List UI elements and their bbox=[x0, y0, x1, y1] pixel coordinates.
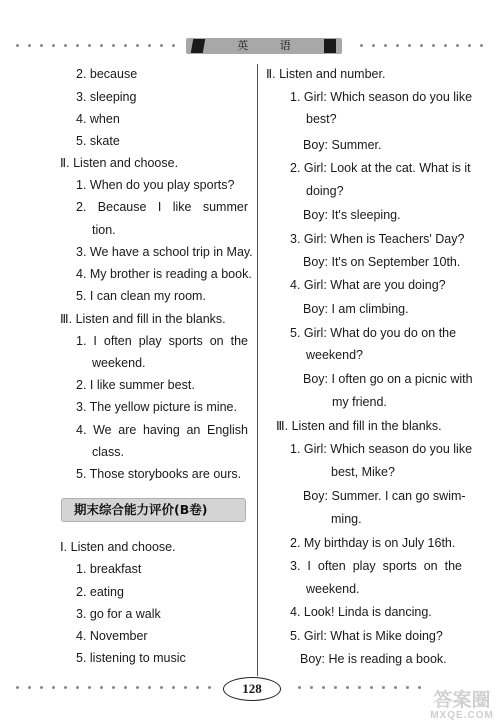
dot bbox=[432, 44, 435, 47]
dot bbox=[394, 686, 397, 689]
right-line: 5. Girl: What do you do on the bbox=[290, 326, 457, 340]
right-line: 3. I often play sports on the bbox=[290, 559, 462, 573]
left-line: 1. I often play sports on the bbox=[76, 334, 248, 348]
right-line: doing? bbox=[306, 184, 344, 198]
dot bbox=[148, 686, 151, 689]
watermark-line2: MXQE.COM bbox=[430, 710, 494, 721]
dot bbox=[100, 44, 103, 47]
left-line: class. bbox=[92, 445, 124, 459]
dot bbox=[40, 686, 43, 689]
dot bbox=[88, 686, 91, 689]
dot bbox=[372, 44, 375, 47]
dot bbox=[136, 44, 139, 47]
dot bbox=[358, 686, 361, 689]
left-line: 2. eating bbox=[76, 585, 124, 599]
right-line: Boy: I often go on a picnic with bbox=[303, 372, 473, 386]
left-line: Ⅱ. Listen and choose. bbox=[60, 156, 179, 170]
dot bbox=[444, 44, 447, 47]
right-line: Boy: He is reading a book. bbox=[300, 652, 447, 666]
dot bbox=[418, 686, 421, 689]
right-line: 4. Look! Linda is dancing. bbox=[290, 605, 432, 619]
section-heading-box bbox=[61, 498, 246, 522]
right-line: 4. Girl: What are you doing? bbox=[290, 278, 446, 292]
dot bbox=[16, 44, 19, 47]
dot bbox=[396, 44, 399, 47]
dot bbox=[52, 686, 55, 689]
dot bbox=[88, 44, 91, 47]
dot bbox=[64, 686, 67, 689]
dot bbox=[456, 44, 459, 47]
dot bbox=[160, 44, 163, 47]
dot bbox=[334, 686, 337, 689]
dot bbox=[136, 686, 139, 689]
left-line: 5. Those storybooks are ours. bbox=[76, 467, 242, 481]
dot bbox=[184, 686, 187, 689]
right-line: ming. bbox=[331, 512, 362, 526]
column-divider bbox=[257, 64, 258, 676]
dot bbox=[310, 686, 313, 689]
left-line: 5. skate bbox=[76, 134, 120, 148]
left-line: 3. sleeping bbox=[76, 90, 137, 104]
dot bbox=[160, 686, 163, 689]
right-line: weekend. bbox=[306, 582, 360, 596]
dot bbox=[480, 44, 483, 47]
dot bbox=[28, 44, 31, 47]
watermark-logo bbox=[426, 690, 498, 724]
right-line: best, Mike? bbox=[331, 465, 395, 479]
left-line: 2. Because I like summer bbox=[76, 200, 248, 214]
header-right-ornament bbox=[324, 39, 336, 53]
left-line: 5. listening to music bbox=[76, 651, 186, 665]
dot bbox=[196, 686, 199, 689]
dot bbox=[40, 44, 43, 47]
page-number-badge bbox=[223, 677, 281, 701]
dot bbox=[408, 44, 411, 47]
left-line: Ⅲ. Listen and fill in the blanks. bbox=[60, 312, 226, 326]
section-heading: 期末综合能力评价(B卷) bbox=[74, 502, 208, 517]
right-line: weekend? bbox=[306, 348, 363, 362]
dot bbox=[346, 686, 349, 689]
dot bbox=[322, 686, 325, 689]
right-line: my friend. bbox=[332, 395, 387, 409]
right-line: 2. Girl: Look at the cat. What is it bbox=[290, 161, 471, 175]
dot bbox=[208, 686, 211, 689]
dot bbox=[124, 686, 127, 689]
dot bbox=[420, 44, 423, 47]
left-line: 3. The yellow picture is mine. bbox=[76, 400, 237, 414]
right-line: Boy: Summer. bbox=[303, 138, 382, 152]
dot bbox=[28, 686, 31, 689]
dot bbox=[360, 44, 363, 47]
right-line: Boy: Summer. I can go swim- bbox=[303, 489, 466, 503]
dot bbox=[382, 686, 385, 689]
left-line: 3. We have a school trip in May. bbox=[76, 245, 253, 259]
left-line: 2. because bbox=[76, 67, 138, 81]
dot bbox=[112, 686, 115, 689]
dot bbox=[148, 44, 151, 47]
left-line: 2. I like summer best. bbox=[76, 378, 195, 392]
dot bbox=[468, 44, 471, 47]
watermark-line1: 答案圈 bbox=[433, 689, 491, 711]
left-line: tion. bbox=[92, 223, 116, 237]
left-line: 3. go for a walk bbox=[76, 607, 161, 621]
dot bbox=[124, 44, 127, 47]
left-line: Ⅰ. Listen and choose. bbox=[60, 540, 176, 554]
right-line: 2. My birthday is on July 16th. bbox=[290, 536, 456, 550]
right-line: Boy: It's sleeping. bbox=[303, 208, 401, 222]
dot bbox=[52, 44, 55, 47]
right-line: 1. Girl: Which season do you like bbox=[290, 442, 473, 456]
left-line: weekend. bbox=[92, 356, 146, 370]
dot bbox=[370, 686, 373, 689]
right-line: Boy: It's on September 10th. bbox=[303, 255, 461, 269]
right-line: best? bbox=[306, 112, 337, 126]
dot bbox=[406, 686, 409, 689]
dot bbox=[100, 686, 103, 689]
right-line: 1. Girl: Which season do you like bbox=[290, 90, 473, 104]
left-line: 4. November bbox=[76, 629, 148, 643]
running-header bbox=[186, 38, 342, 54]
right-line: Boy: I am climbing. bbox=[303, 302, 409, 316]
dot bbox=[172, 44, 175, 47]
dot bbox=[298, 686, 301, 689]
left-line: 1. When do you play sports? bbox=[76, 178, 235, 192]
dot bbox=[16, 686, 19, 689]
right-line: 3. Girl: When is Teachers' Day? bbox=[290, 232, 465, 246]
left-line: 4. when bbox=[76, 112, 120, 126]
right-line: 5. Girl: What is Mike doing? bbox=[290, 629, 443, 643]
dot bbox=[76, 44, 79, 47]
right-line: Ⅱ. Listen and number. bbox=[266, 67, 386, 81]
dot bbox=[172, 686, 175, 689]
dot bbox=[76, 686, 79, 689]
left-line: 4. We are having an English bbox=[76, 423, 248, 437]
dot bbox=[384, 44, 387, 47]
page-number: 128 bbox=[242, 681, 262, 696]
header-title: 英 语 bbox=[237, 39, 305, 52]
dot bbox=[64, 44, 67, 47]
left-line: 5. I can clean my room. bbox=[76, 289, 206, 303]
left-line: 4. My brother is reading a book. bbox=[76, 267, 252, 281]
dot bbox=[112, 44, 115, 47]
right-line: Ⅲ. Listen and fill in the blanks. bbox=[276, 419, 442, 433]
left-line: 1. breakfast bbox=[76, 562, 142, 576]
